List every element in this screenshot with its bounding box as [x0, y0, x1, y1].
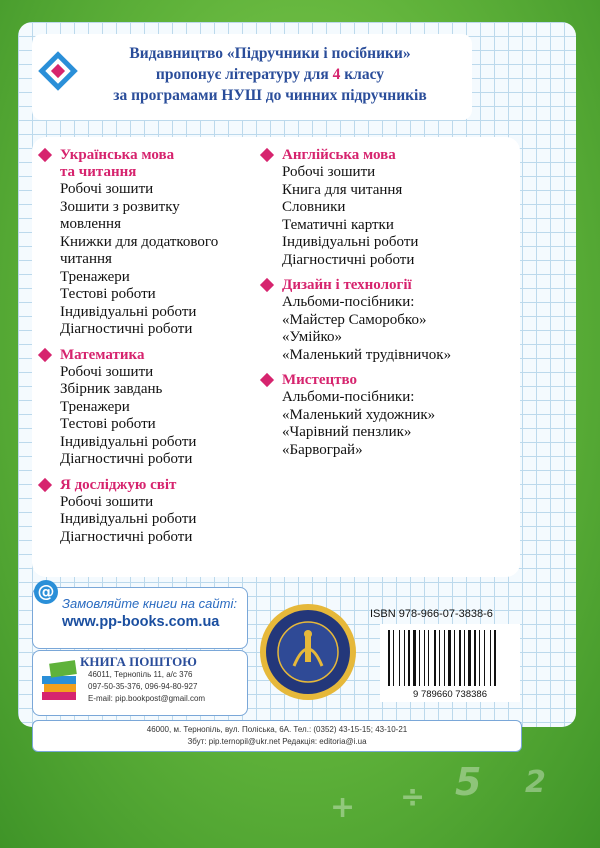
left-column [38, 147, 218, 546]
list-item: Альбоми-посібники: [282, 294, 415, 310]
list-item: Книга для читання [282, 181, 403, 198]
barcode-bar [404, 630, 405, 686]
list-item: Тематичні картки [282, 216, 394, 233]
barcode-bar [456, 630, 458, 686]
diamond-bullet-icon [38, 477, 52, 491]
decor-digit: 5 [455, 760, 482, 804]
barcode-bar [464, 630, 465, 686]
list-item: Зошити з розвитку [60, 198, 180, 215]
barcode-bar [388, 630, 390, 686]
book-post-title: КНИГА ПОШТОЮ [80, 654, 197, 669]
at-sign-icon: @ [34, 580, 58, 604]
barcode-bar [474, 630, 476, 686]
list-item: «Майстер Саморобко» [282, 311, 427, 328]
section-title-ukrainian: Українська мова та читання [38, 147, 218, 181]
barcode-bar [452, 630, 453, 686]
isbn-text: ISBN 978-966-07-3838-6 [370, 608, 493, 620]
barcode-bar [393, 630, 394, 686]
header-line-2: пропонує літературу для 4 класу [155, 66, 385, 83]
list-item: «Умійко» [282, 329, 343, 345]
footer-address: 46000, м. Тернопіль, вул. Поліська, 6А. Тел.: (0352) 43-15-15; 43-10-21 [146, 725, 408, 734]
barcode-bar [421, 630, 423, 686]
list-item: Збірник завдань [60, 381, 163, 397]
list-item: мовлення [60, 216, 121, 232]
list-item: Діагностичні роботи [282, 251, 415, 268]
post-email: E-mail: pip.bookpost@gmail.com [88, 694, 206, 703]
barcode-bar [426, 630, 427, 686]
barcode-bar [459, 630, 461, 686]
diamond-bullet-icon [260, 373, 274, 387]
barcode-bar [437, 630, 438, 686]
barcode-bar [472, 630, 473, 686]
list-item: Діагностичні роботи [60, 528, 193, 545]
right-column [260, 147, 451, 459]
barcode-bar [406, 630, 407, 686]
barcode-bar [419, 630, 420, 686]
list-item: Діагностичні роботи [60, 451, 193, 467]
barcode-bar [439, 630, 440, 686]
barcode-bar [441, 630, 443, 686]
list-item: Тестові роботи [60, 416, 156, 432]
order-label: Замовляйте книги на сайті: [62, 596, 237, 611]
diamond-bullet-icon [38, 347, 52, 361]
list-item: «Барвограй» [282, 441, 363, 458]
barcode-bar [494, 630, 496, 686]
list-item: читання [60, 251, 112, 267]
books-icon [40, 658, 84, 704]
barcode-bar [424, 630, 425, 686]
barcode-bar [462, 630, 463, 686]
list-item: «Маленький трудівничок» [282, 346, 452, 363]
barcode [380, 624, 520, 702]
barcode-bar [481, 630, 483, 686]
list-item: «Маленький художник» [282, 406, 436, 423]
barcode-bar [401, 630, 403, 686]
barcode-bar [497, 630, 498, 686]
section-title-explore: Я досліджую світ [38, 477, 218, 494]
header-line-3: за програмами НУШ до чинних підручників [113, 87, 427, 104]
barcode-bar [395, 630, 398, 686]
post-phones: 097-50-35-376, 096-94-80-927 [88, 682, 198, 691]
barcode-bar [444, 630, 445, 686]
list-item: Діагностичні роботи [60, 321, 193, 337]
header-line-1: Видавництво «Підручники і посібники» [129, 45, 411, 62]
barcode-bar [477, 630, 478, 686]
list-item: Індивідуальні роботи [60, 303, 197, 320]
list-item: Індивідуальні роботи [60, 433, 197, 450]
list-item: Тестові роботи [60, 286, 156, 302]
barcode-bar [454, 630, 455, 686]
barcode-bar [391, 630, 392, 686]
section-title-design: Дизайн і технології [260, 277, 451, 294]
list-item: Словники [282, 199, 346, 215]
diamond-bullet-icon [260, 148, 274, 162]
barcode-bar [484, 630, 485, 686]
list-item: Робочі зошити [282, 164, 376, 180]
website-link[interactable]: www.pp-books.com.ua [62, 614, 220, 630]
section-title-math: Математика [38, 347, 218, 364]
decor-digit: 2 [525, 765, 546, 800]
barcode-bar [430, 630, 433, 686]
list-item: Книжки для додаткового [60, 233, 219, 250]
footer-emails: Збут: pip.ternopil@ukr.net Редакція: editoria@i.ua [187, 737, 367, 746]
decor-digit: ÷ [400, 780, 426, 815]
catalog-card [32, 137, 520, 577]
barcode-bar [417, 630, 418, 686]
barcode-bar [428, 630, 429, 686]
barcode-bar [486, 630, 489, 686]
barcode-bar [408, 630, 410, 686]
list-item: Робочі зошити [60, 363, 154, 380]
decor-digit: + [330, 790, 356, 825]
barcode-number: 9 789660 738386 [413, 689, 487, 700]
barcode-bars [388, 630, 512, 686]
diamond-bullet-icon [38, 148, 52, 162]
barcode-bar [479, 630, 480, 686]
list-item: Індивідуальні роботи [60, 511, 197, 527]
list-item: Альбоми-посібники: [282, 389, 415, 405]
barcode-bar [448, 630, 451, 686]
barcode-bar [490, 630, 491, 686]
barcode-bar [466, 630, 467, 686]
list-item: Тренажери [60, 268, 130, 285]
barcode-bar [446, 630, 447, 686]
grade-number: 4 [332, 66, 341, 83]
barcode-bar [413, 630, 416, 686]
diamond-bullet-icon [260, 278, 274, 292]
post-address: 46011, Тернопіль 11, а/с 376 [88, 670, 193, 679]
barcode-bar [492, 630, 493, 686]
section-title-english: Англійська мова [260, 147, 451, 164]
barcode-bar [434, 630, 436, 686]
barcode-bar [399, 630, 400, 686]
grid-sheet [18, 22, 576, 746]
list-item: Індивідуальні роботи [282, 234, 419, 250]
quality-seal-icon [258, 602, 358, 702]
list-item: Тренажери [60, 398, 130, 415]
barcode-bar [468, 630, 471, 686]
barcode-bar [411, 630, 412, 686]
header-text [66, 43, 474, 106]
list-item: «Чарівний пензлик» [282, 424, 412, 440]
publisher-footer [32, 720, 522, 752]
section-title-art: Мистецтво [260, 372, 451, 389]
list-item: Робочі зошити [60, 181, 154, 197]
list-item: Робочі зошити [60, 493, 154, 510]
